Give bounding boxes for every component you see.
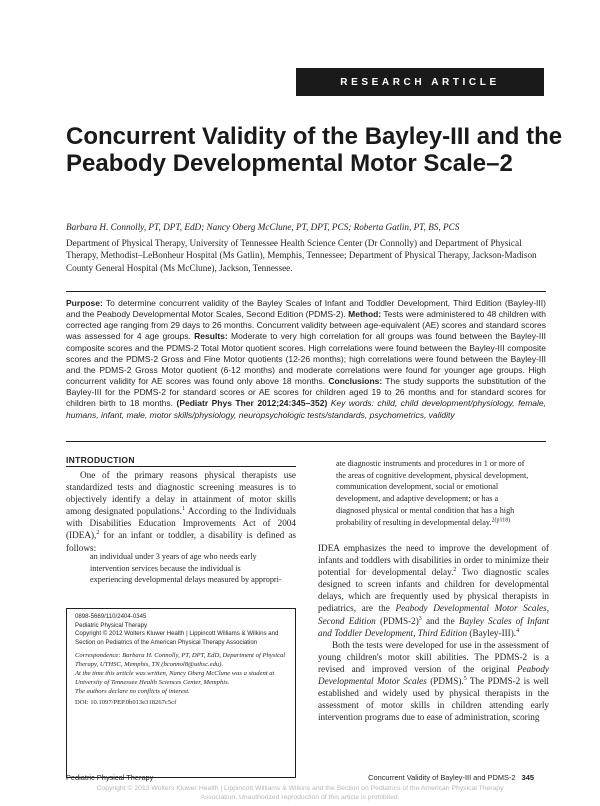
intro-text-1: One of the primary reasons physical therapists use standardized tests and diagnostic screening measures is to objectively identify a delay in attainment of motor skills among designated populations.	[66, 470, 296, 517]
pdms2-title: Peabody Developmental Motor Scales, Second Edition	[318, 603, 550, 626]
method-text: Tests were administered to 48 children with corrected age ranging from 29 days to 26 months. Concurrent validity between age-equivalent (AE) scores and standard scores was assessed for 4 age groups.	[66, 309, 546, 342]
method-heading: Method:	[348, 309, 382, 320]
article-info-box	[66, 608, 296, 778]
issn-line: 0898-5669/110/2404-0345	[75, 613, 147, 620]
correspondence-text: Barbara H. Connolly, PT, DPT, EdD, Department of Physical Therapy, UTHSC, Memphis, TN (bconnol8@uthsc.edu).	[75, 652, 286, 669]
right-column-text	[318, 542, 549, 723]
footer-running-title	[368, 773, 534, 782]
purpose-heading: Purpose:	[66, 298, 103, 308]
para-text: Both the tests were developed for use in the assessment of young children's motor skill abilities. The PDMS-2 is a revised and improved version of the original	[318, 639, 549, 674]
correspondence-label: Correspondence:	[75, 652, 121, 660]
pdms-title: Peabody Developmental Motor Scales	[318, 663, 549, 687]
ref-superscript: 2	[453, 567, 457, 574]
quote-text: ate diagnostic instruments and procedures in 1 or more of the areas of cognitive development, physical development, communication development, social or emotional development, and adaptive development; or has a diagnosed physical or mental condition that has a high probability of resulting in developmental delay.	[336, 459, 529, 527]
article-type-banner: RESEARCH ARTICLE	[296, 68, 544, 96]
conclusions-heading: Conclusions:	[328, 376, 383, 387]
ref-superscript: 3	[418, 615, 422, 622]
ref-superscript: 5	[463, 675, 467, 682]
purpose-text: To determine concurrent validity of the Bayley Scales of Infant and Toddler Development, Third Edition (Bayley-III) and the Peabody Developmental Motor Scales, Second Edition (PDMS-2).	[66, 298, 546, 320]
para-text: The PDMS-2 is well established and widely used by physical therapists in the assessment of motor skills in children attending early intervention programs due to ease of administration, scoring	[318, 676, 549, 723]
affiliations: Department of Physical Therapy, University of Tennessee Health Science Center (Dr Connolly) and Department of Physical Therapy, Methodist–LeBonheur Hospital (Ms Gatlin), Memphis, Tennessee; Department of Physical Therapy, Jackson-Madison County General Hospital (Ms McClune), Jackson, Tennessee.	[66, 238, 537, 273]
abstract-bottom-rule	[66, 441, 546, 442]
para-text: and the	[421, 615, 459, 626]
abstract	[66, 298, 546, 421]
page-number: 345	[521, 773, 534, 782]
idea-quote-part2	[336, 458, 532, 528]
bayley-title: Bayley Scales of Infant and Toddler Development, Third Edition	[318, 615, 549, 638]
copyright-line: Copyright © 2012 Wolters Kluwer Health | Lippincott Williams & Wilkins and Section on Pediatrics of the American Physical Therapy Association	[75, 630, 279, 646]
ref-superscript: 1	[181, 506, 185, 513]
intro-paragraph	[66, 469, 296, 554]
copyright-line-2: Association. Unauthorized reproduction of this article is prohibited.	[200, 794, 400, 801]
section-heading-rule	[66, 466, 296, 467]
para-text: (Bayley-III).	[467, 627, 517, 638]
ref-superscript: 4	[516, 627, 520, 634]
para-text: IDEA emphasizes the need to improve the development of infants and toddlers with disabilities in order to minimize their potential for developmental delay.	[318, 543, 549, 578]
intro-text-2: According to the Individuals with Disabilities Education Improvements Act of 2004 (IDEA),	[66, 506, 296, 541]
section-heading-introduction: INTRODUCTION	[66, 455, 135, 465]
conclusions-text: The study supports the substitution of the Bayley-III for the PDMS-2 for standard scores or AE scores for children aged 19 to 26 months and for standard scores for children birth to 18 months.	[66, 376, 546, 409]
para-text: (PDMS).	[426, 676, 464, 687]
keywords: Key words: child, child development/physiology, female, humans, infant, male, motor skills/physiology, neuropsychologic tests/standards, psychometrics, validity	[66, 398, 546, 420]
copyright-notice	[0, 784, 600, 802]
copyright-line-1: Copyright © 2012 Wolters Kluwer Health | Lippincott Williams & Wilkins and the Section on Pediatrics of the American Physical Therapy	[96, 785, 504, 792]
article-title: Concurrent Validity of the Bayley-III and the Peabody Developmental Motor Scale–2	[66, 123, 563, 177]
para-text: Two diagnostic scales designed to screen infants and children for developmental delays, which are frequently used by physical therapists in pediatrics, are the	[318, 567, 549, 614]
student-note: At the time this article was written, Nancy Oberg McClune was a student at University of Tennessee Health Sciences Center, Memphis.	[75, 669, 275, 686]
ref-superscript: 2	[96, 530, 100, 537]
idea-quote-part1: an individual under 3 years of age who needs early intervention services because the individual is experiencing developmental delays measured by appropri-	[90, 552, 282, 585]
para-text: (PDMS-2)	[375, 615, 419, 626]
conflict-note: The authors declare no conflicts of interest.	[75, 687, 190, 695]
intro-text-3: for an infant or toddler, a disability is defined as follows:	[66, 530, 296, 553]
journal-line: Pediatric Physical Therapy	[75, 621, 148, 629]
citation: (Pediatr Phys Ther 2012;24:345–352)	[176, 398, 328, 409]
footer-journal: Pediatric Physical Therapy	[66, 773, 154, 782]
correspondence	[75, 652, 287, 670]
results-heading: Results:	[194, 331, 228, 342]
ref-superscript: 2(p118)	[491, 516, 511, 523]
results-text: Moderate to very high correlation for all groups was found between the Bayley-III composite scores and the PDMS-2 Total Motor quotient scores. High correlations were found between the Bayley-III composite scores and the PDMS-2 Gross and Fine Motor quotients (12-26 months); high correlations were found between the Bayley-III and the PDMS-2 Gross Motor quotient (6-12 months) and moderate correlations were found for younger age groups. High concurrent validity for AE scores was found only above 18 months.	[66, 331, 546, 387]
author-list: Barbara H. Connolly, PT, DPT, EdD; Nancy Oberg McClune, PT, DPT, PCS; Roberta Gatlin, PT, BS, PCS	[66, 222, 460, 232]
doi[interactable]: DOI: 10.1097/PEP.0b013e318267c5cf	[75, 699, 177, 707]
running-title: Concurrent Validity of Bayley-III and PDMS-2	[368, 773, 516, 782]
abstract-top-rule	[66, 291, 546, 292]
